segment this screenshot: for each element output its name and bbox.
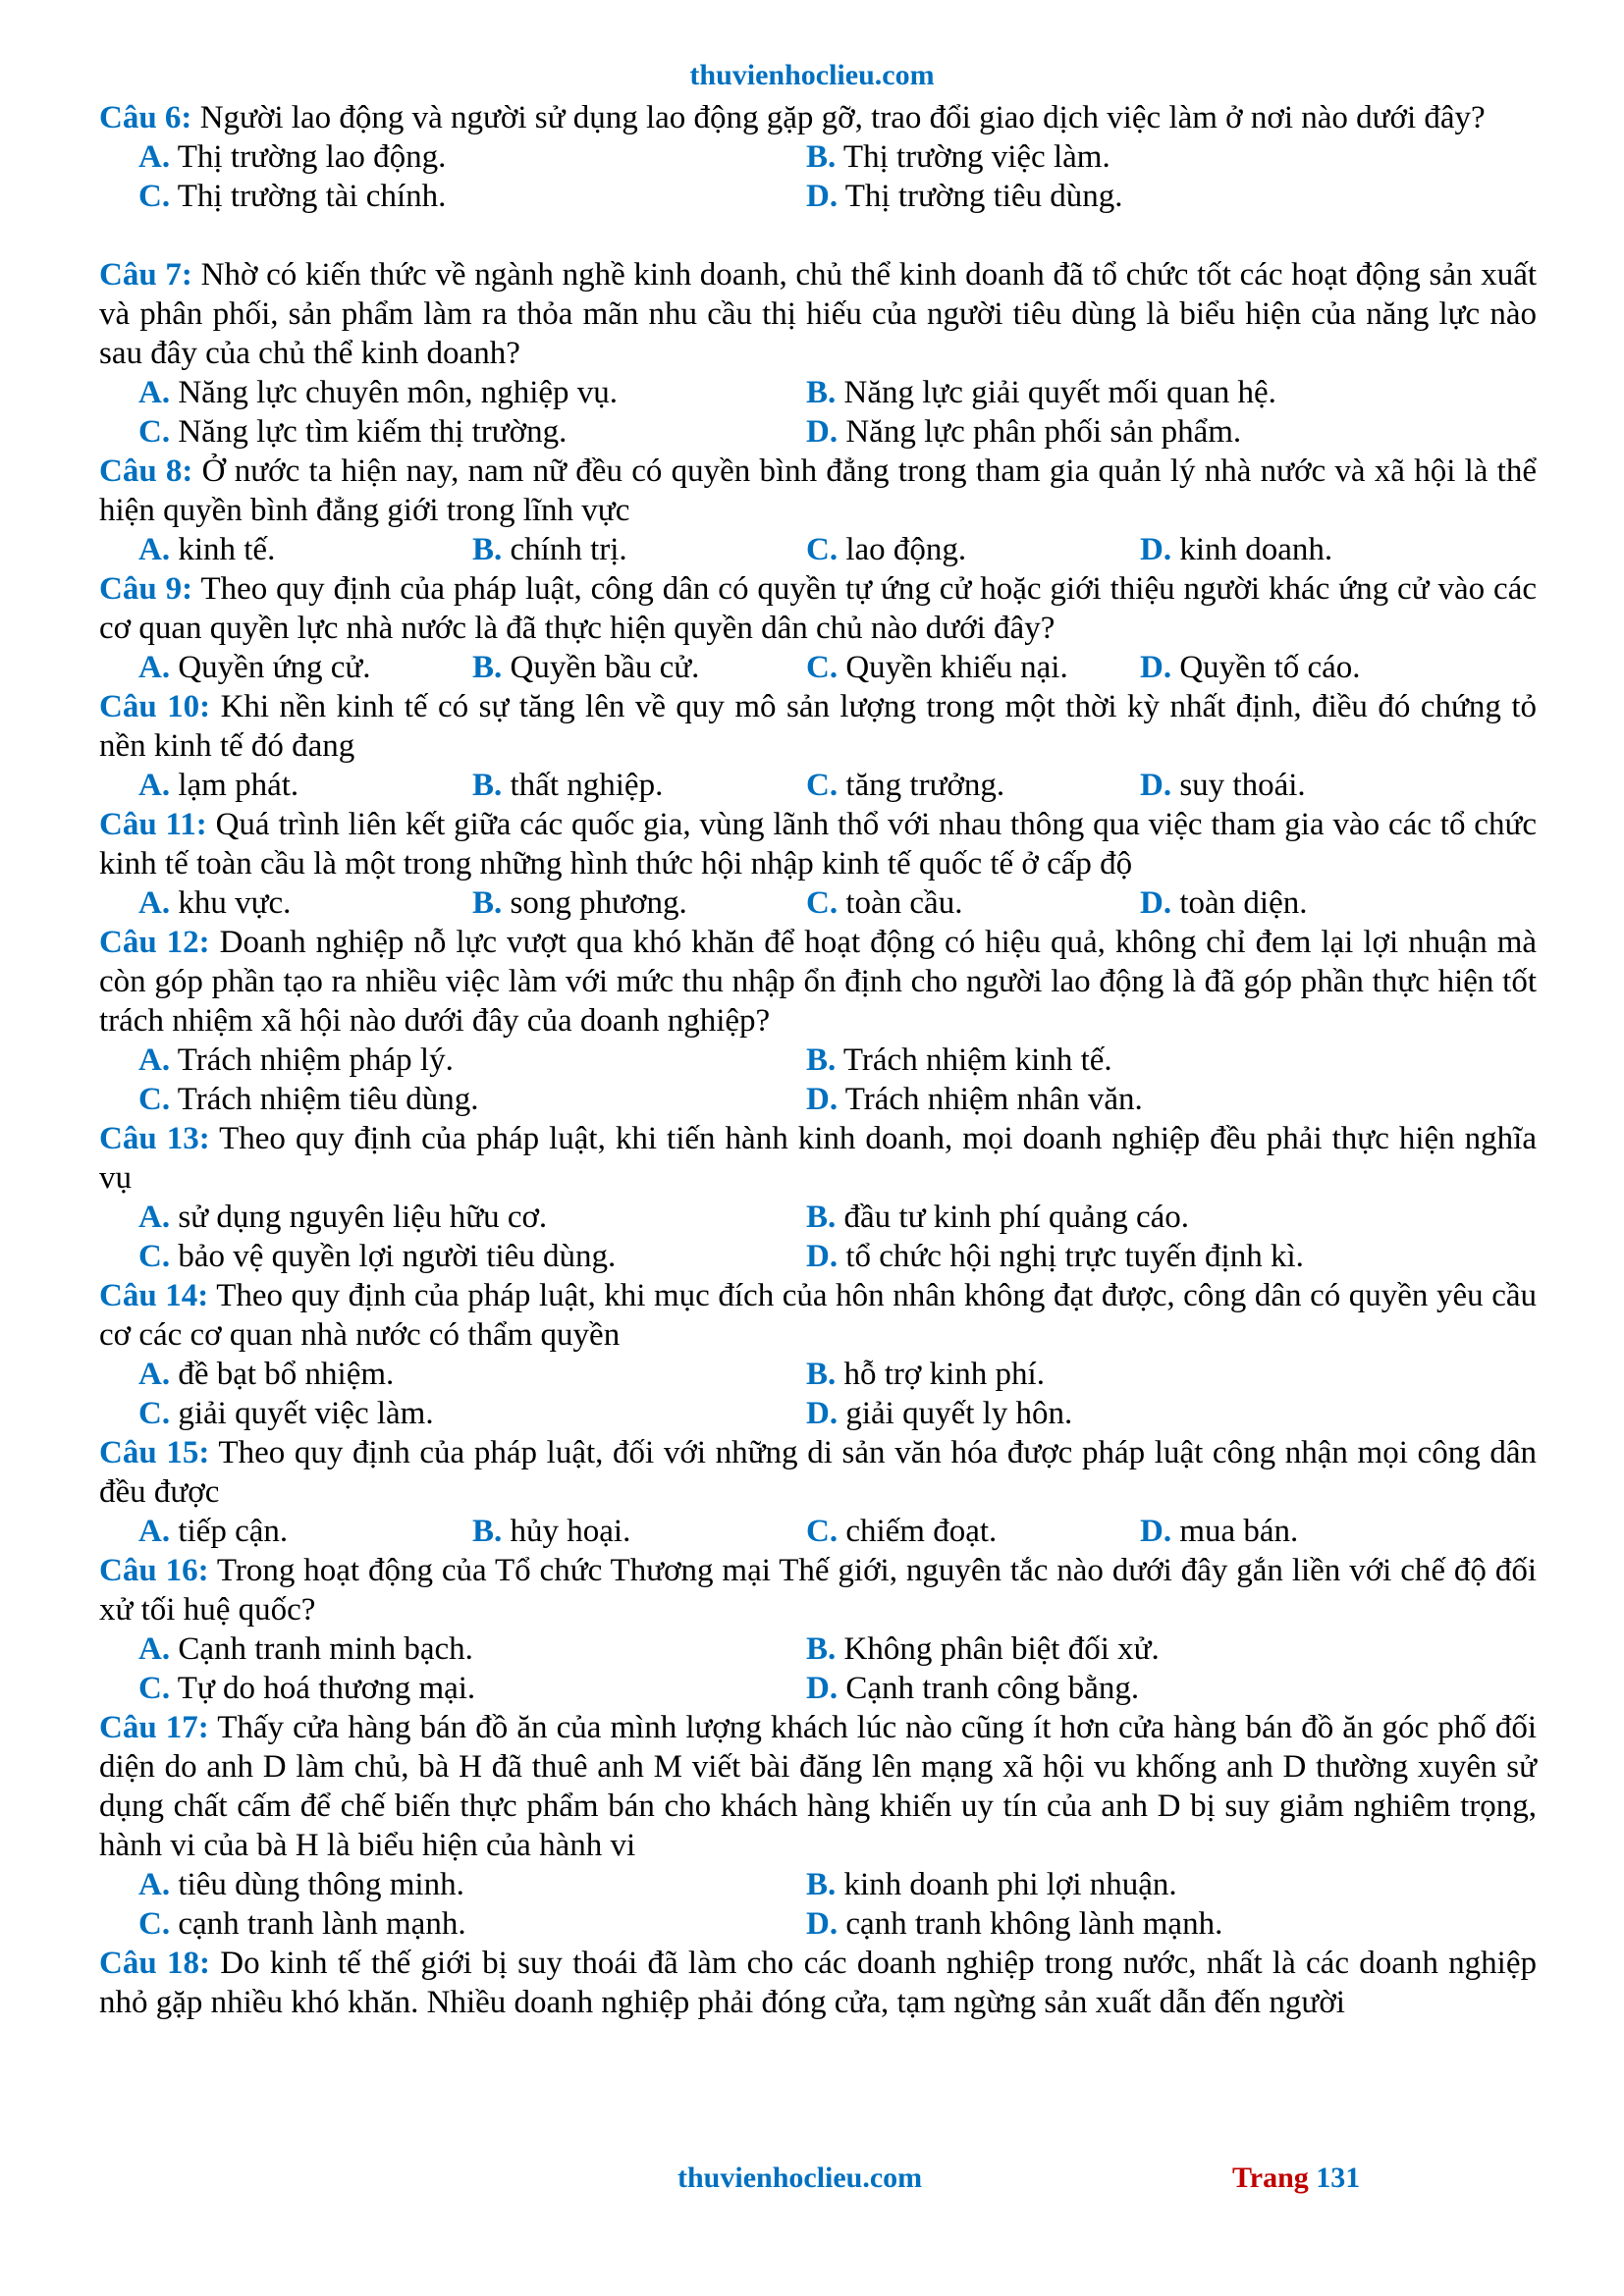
option-letter: A.: [138, 375, 171, 410]
option-letter: C.: [138, 1396, 171, 1431]
question-label: Câu 7:: [99, 257, 192, 293]
option-letter: B.: [472, 768, 503, 803]
answer-option: [806, 1041, 1474, 1080]
question-stem: [99, 923, 1537, 1041]
answer-option: [138, 1865, 806, 1904]
option-text: Thị trường việc làm.: [842, 139, 1110, 175]
answer-option: [138, 1512, 472, 1551]
answer-option: [138, 648, 472, 687]
option-text: chính trị.: [510, 532, 627, 567]
answer-option: [806, 1904, 1474, 1944]
page-number: [1232, 2162, 1360, 2195]
option-text: Trách nhiệm nhân văn.: [844, 1082, 1143, 1117]
answer-options: [99, 766, 1537, 805]
answer-option: [138, 1237, 806, 1276]
question-stem: [99, 1551, 1537, 1629]
option-letter: C.: [138, 1239, 171, 1274]
answer-option: [806, 766, 1140, 805]
option-letter: B.: [806, 1867, 837, 1902]
answer-option: [806, 177, 1474, 216]
question-stem: [99, 569, 1537, 648]
option-text: chiếm đoạt.: [845, 1514, 998, 1549]
page-label: Trang: [1232, 2162, 1309, 2194]
answer-option: [472, 766, 806, 805]
option-letter: B.: [806, 1042, 837, 1078]
question-stem: [99, 1708, 1537, 1865]
question-stem: [99, 1119, 1537, 1198]
option-text: Quyền bầu cử.: [510, 650, 700, 685]
question: [99, 569, 1537, 687]
option-text: khu vực.: [178, 885, 292, 921]
answer-option: [138, 1355, 806, 1394]
question: [99, 1944, 1537, 2022]
option-text: Năng lực phân phối sản phẩm.: [845, 414, 1242, 450]
answer-option: [138, 1394, 806, 1433]
answer-option: [806, 412, 1474, 452]
question: [99, 1551, 1537, 1708]
option-text: toàn diện.: [1179, 885, 1308, 921]
question: [99, 1276, 1537, 1433]
option-letter: C.: [138, 1082, 171, 1117]
option-letter: D.: [806, 1396, 839, 1431]
answer-option: [1140, 648, 1474, 687]
option-letter: C.: [138, 179, 171, 214]
question-list: [99, 98, 1537, 2022]
option-text: bảo vệ quyền lợi người tiêu dùng.: [178, 1239, 617, 1274]
question-text: Thấy cửa hàng bán đồ ăn của mình lượng khách lúc nào cũng ít hơn cửa hàng bán đồ ăn góc phố đối diện do anh D làm chủ, bà H đã thuê anh M viết bài đăng lên mạng xã hội vu khống anh D thường xuyên sử dụng chất cấm để chế biến thực phẩm bán cho khách hàng khiến uy tín của anh D bị suy giảm nghiêm trọng, hành vi của bà H là biểu hiện của hành vi: [99, 1710, 1537, 1863]
option-text: tiếp cận.: [178, 1514, 289, 1549]
option-text: Trách nhiệm tiêu dùng.: [177, 1082, 479, 1117]
option-letter: D.: [806, 1239, 839, 1274]
answer-option: [138, 530, 472, 569]
question-label: Câu 8:: [99, 454, 193, 489]
option-letter: A.: [138, 139, 171, 175]
question: [99, 255, 1537, 452]
question-label: Câu 18:: [99, 1946, 210, 1981]
option-text: suy thoái.: [1179, 768, 1306, 803]
option-text: cạnh tranh không lành mạnh.: [845, 1906, 1223, 1942]
answer-options: [99, 530, 1537, 569]
answer-option: [472, 530, 806, 569]
answer-option: [138, 1198, 806, 1237]
answer-options: [99, 883, 1537, 923]
option-text: thất nghiệp.: [510, 768, 664, 803]
option-text: Quyền tố cáo.: [1179, 650, 1361, 685]
answer-options: [99, 1512, 1537, 1551]
option-letter: C.: [806, 768, 839, 803]
option-text: kinh doanh phi lợi nhuận.: [843, 1867, 1177, 1902]
question-text: Nhờ có kiến thức về ngành nghề kinh doanh, chủ thể kinh doanh đã tổ chức tốt các hoạt động sản xuất và phân phối, sản phẩm làm ra thỏa mãn nhu cầu thị hiếu của người tiêu dùng là biểu hiện của năng lực nào sau đây của chủ thể kinh doanh?: [99, 257, 1538, 371]
answer-option: [138, 412, 806, 452]
option-text: Thị trường tài chính.: [177, 179, 447, 214]
option-letter: B.: [806, 375, 837, 410]
option-text: tiêu dùng thông minh.: [178, 1867, 464, 1902]
option-letter: B.: [472, 532, 503, 567]
question-text: Khi nền kinh tế có sự tăng lên về quy mô sản lượng trong một thời kỳ nhất định, điều đó chứng tỏ nền kinh tế đó đang: [99, 689, 1537, 764]
question: [99, 687, 1537, 805]
option-text: Tự do hoá thương mại.: [177, 1671, 476, 1706]
option-text: Cạnh tranh minh bạch.: [178, 1631, 473, 1667]
question-stem: [99, 805, 1537, 883]
option-text: toàn cầu.: [845, 885, 963, 921]
option-text: kinh doanh.: [1179, 532, 1333, 567]
option-text: Không phân biệt đối xử.: [843, 1631, 1160, 1667]
question-label: Câu 6:: [99, 100, 192, 135]
question-stem: [99, 1433, 1537, 1512]
question-label: Câu 17:: [99, 1710, 209, 1745]
answer-option: [138, 766, 472, 805]
answer-options: [99, 1041, 1537, 1119]
option-letter: C.: [806, 885, 839, 921]
option-letter: B.: [806, 139, 837, 175]
question-label: Câu 16:: [99, 1553, 209, 1588]
answer-option: [138, 1629, 806, 1669]
option-letter: D.: [1140, 1514, 1172, 1549]
answer-option: [806, 530, 1140, 569]
option-text: sử dụng nguyên liệu hữu cơ.: [178, 1200, 548, 1235]
answer-option: [806, 648, 1140, 687]
option-letter: A.: [138, 1200, 171, 1235]
question-label: Câu 12:: [99, 925, 210, 960]
answer-option: [806, 1512, 1140, 1551]
question-label: Câu 15:: [99, 1435, 210, 1470]
answer-option: [806, 1629, 1474, 1669]
answer-option: [138, 177, 806, 216]
answer-option: [472, 1512, 806, 1551]
option-letter: A.: [138, 1867, 171, 1902]
footer-site-link[interactable]: thuvienhoclieu.com: [677, 2162, 923, 2194]
answer-option: [138, 1669, 806, 1708]
question-text: Theo quy định của pháp luật, đối với những di sản văn hóa được pháp luật công nhận mọi công dân đều được: [99, 1435, 1538, 1510]
answer-option: [472, 648, 806, 687]
answer-option: [806, 1669, 1474, 1708]
answer-option: [1140, 766, 1474, 805]
option-letter: D.: [806, 1906, 839, 1942]
option-text: Quyền ứng cử.: [178, 650, 371, 685]
question-text: Người lao động và người sử dụng lao động gặp gỡ, trao đổi giao dịch việc làm ở nơi nào dưới đây?: [199, 100, 1486, 135]
option-text: giải quyết ly hôn.: [845, 1396, 1073, 1431]
answer-options: [99, 1355, 1537, 1433]
question-text: Theo quy định của pháp luật, khi tiến hành kinh doanh, mọi doanh nghiệp đều phải thực hiện nghĩa vụ: [99, 1121, 1537, 1196]
option-letter: D.: [806, 179, 839, 214]
answer-option: [806, 137, 1474, 177]
question-stem: [99, 98, 1537, 137]
answer-option: [806, 883, 1140, 923]
option-text: Quyền khiếu nại.: [845, 650, 1068, 685]
option-letter: D.: [806, 1082, 839, 1117]
page-number-value: 131: [1316, 2162, 1361, 2194]
option-letter: C.: [138, 1906, 171, 1942]
question: [99, 1708, 1537, 1944]
option-letter: A.: [138, 1357, 171, 1392]
option-text: cạnh tranh lành mạnh.: [178, 1906, 466, 1942]
answer-option: [138, 373, 806, 412]
option-text: Thị trường tiêu dùng.: [844, 179, 1123, 214]
question-text: Doanh nghiệp nỗ lực vượt qua khó khăn để hoạt động có hiệu quả, không chỉ đem lại lợi nhuận mà còn góp phần tạo ra nhiều việc làm với mức thu nhập ổn định cho người lao động là đã góp phần thực hiện tốt trách nhiệm xã hội nào dưới đây của doanh nghiệp?: [99, 925, 1538, 1039]
answer-option: [138, 1080, 806, 1119]
question-text: Trong hoạt động của Tổ chức Thương mại Thế giới, nguyên tắc nào dưới đây gắn liền với chế độ đối xử tối huệ quốc?: [99, 1553, 1537, 1628]
option-letter: B.: [472, 650, 503, 685]
option-letter: A.: [138, 532, 171, 567]
option-letter: B.: [472, 1514, 503, 1549]
option-letter: A.: [138, 1631, 171, 1667]
question-stem: [99, 452, 1537, 530]
question: [99, 923, 1537, 1119]
answer-option: [1140, 1512, 1474, 1551]
question-label: Câu 9:: [99, 571, 193, 607]
option-letter: C.: [806, 650, 839, 685]
option-letter: C.: [806, 532, 839, 567]
option-letter: B.: [806, 1357, 837, 1392]
option-text: song phương.: [510, 885, 687, 921]
answer-option: [138, 1904, 806, 1944]
option-text: Năng lực giải quyết mối quan hệ.: [843, 375, 1276, 410]
option-text: hủy hoại.: [510, 1514, 631, 1549]
answer-options: [99, 1629, 1537, 1708]
option-letter: D.: [806, 414, 839, 450]
option-letter: A.: [138, 1514, 171, 1549]
option-letter: B.: [472, 885, 503, 921]
answer-options: [99, 1198, 1537, 1276]
answer-options: [99, 373, 1537, 452]
option-letter: D.: [1140, 885, 1172, 921]
option-letter: A.: [138, 885, 171, 921]
answer-option: [806, 1865, 1474, 1904]
option-letter: C.: [138, 1671, 171, 1706]
answer-option: [806, 1237, 1474, 1276]
option-text: Năng lực chuyên môn, nghiệp vụ.: [178, 375, 619, 410]
answer-options: [99, 648, 1537, 687]
option-text: Thị trường lao động.: [177, 139, 447, 175]
answer-option: [1140, 883, 1474, 923]
option-letter: C.: [806, 1514, 839, 1549]
answer-option: [138, 137, 806, 177]
question-text: Theo quy định của pháp luật, khi mục đích của hôn nhân không đạt được, công dân có quyền yêu cầu cơ các cơ quan nhà nước có thẩm quyền: [99, 1278, 1538, 1353]
option-letter: D.: [1140, 768, 1172, 803]
option-text: Năng lực tìm kiếm thị trường.: [178, 414, 568, 450]
option-letter: A.: [138, 768, 171, 803]
question: [99, 805, 1537, 923]
header-site-link[interactable]: thuvienhoclieu.com: [689, 59, 935, 91]
question: [99, 98, 1537, 216]
option-letter: D.: [1140, 532, 1172, 567]
option-text: tăng trưởng.: [845, 768, 1005, 803]
option-letter: A.: [138, 1042, 171, 1078]
option-text: Trách nhiệm pháp lý.: [177, 1042, 454, 1078]
answer-option: [806, 373, 1474, 412]
question-label: Câu 11:: [99, 807, 207, 842]
answer-option: [138, 1041, 806, 1080]
option-text: mua bán.: [1179, 1514, 1299, 1549]
option-letter: B.: [806, 1631, 837, 1667]
question-text: Theo quy định của pháp luật, công dân có quyền tự ứng cử hoặc giới thiệu người khác ứng cử vào các cơ quan quyền lực nhà nước là đã thực hiện quyền dân chủ nào dưới đây?: [99, 571, 1537, 646]
question: [99, 1433, 1537, 1551]
question-text: Ở nước ta hiện nay, nam nữ đều có quyền bình đẳng trong tham gia quản lý nhà nước và xã hội là thể hiện quyền bình đẳng giới trong lĩnh vực: [99, 454, 1537, 528]
question-label: Câu 10:: [99, 689, 211, 724]
option-text: hỗ trợ kinh phí.: [843, 1357, 1045, 1392]
answer-option: [138, 883, 472, 923]
option-letter: D.: [1140, 650, 1172, 685]
answer-option: [472, 883, 806, 923]
option-text: kinh tế.: [178, 532, 276, 567]
option-letter: C.: [138, 414, 171, 450]
option-text: lạm phát.: [178, 768, 299, 803]
question: [99, 1119, 1537, 1276]
option-text: đề bạt bổ nhiệm.: [178, 1357, 395, 1392]
option-text: lao động.: [845, 532, 967, 567]
question: [99, 452, 1537, 569]
answer-option: [806, 1394, 1474, 1433]
option-text: giải quyết việc làm.: [178, 1396, 434, 1431]
option-text: Cạnh tranh công bằng.: [845, 1671, 1140, 1706]
answer-option: [806, 1198, 1474, 1237]
question-stem: [99, 1944, 1537, 2022]
option-letter: D.: [806, 1671, 839, 1706]
question-label: Câu 14:: [99, 1278, 209, 1313]
question-text: Do kinh tế thế giới bị suy thoái đã làm cho các doanh nghiệp trong nước, nhất là các doanh nghiệp nhỏ gặp nhiều khó khăn. Nhiều doanh nghiệp phải đóng cửa, tạm ngừng sản xuất dẫn đến người: [99, 1946, 1537, 2020]
question-text: Quá trình liên kết giữa các quốc gia, vùng lãnh thổ với nhau thông qua việc tham gia vào các tổ chức kinh tế toàn cầu là một trong những hình thức hội nhập kinh tế quốc tế ở cấp độ: [99, 807, 1537, 881]
question-stem: [99, 255, 1537, 373]
answer-options: [99, 137, 1537, 216]
answer-option: [806, 1355, 1474, 1394]
option-letter: A.: [138, 650, 171, 685]
question-label: Câu 13:: [99, 1121, 210, 1156]
option-text: đầu tư kinh phí quảng cáo.: [843, 1200, 1189, 1235]
answer-options: [99, 1865, 1537, 1944]
option-text: Trách nhiệm kinh tế.: [842, 1042, 1112, 1078]
question-stem: [99, 1276, 1537, 1355]
question-stem: [99, 687, 1537, 766]
option-letter: B.: [806, 1200, 837, 1235]
option-text: tổ chức hội nghị trực tuyến định kì.: [845, 1239, 1304, 1274]
answer-option: [806, 1080, 1474, 1119]
answer-option: [1140, 530, 1474, 569]
